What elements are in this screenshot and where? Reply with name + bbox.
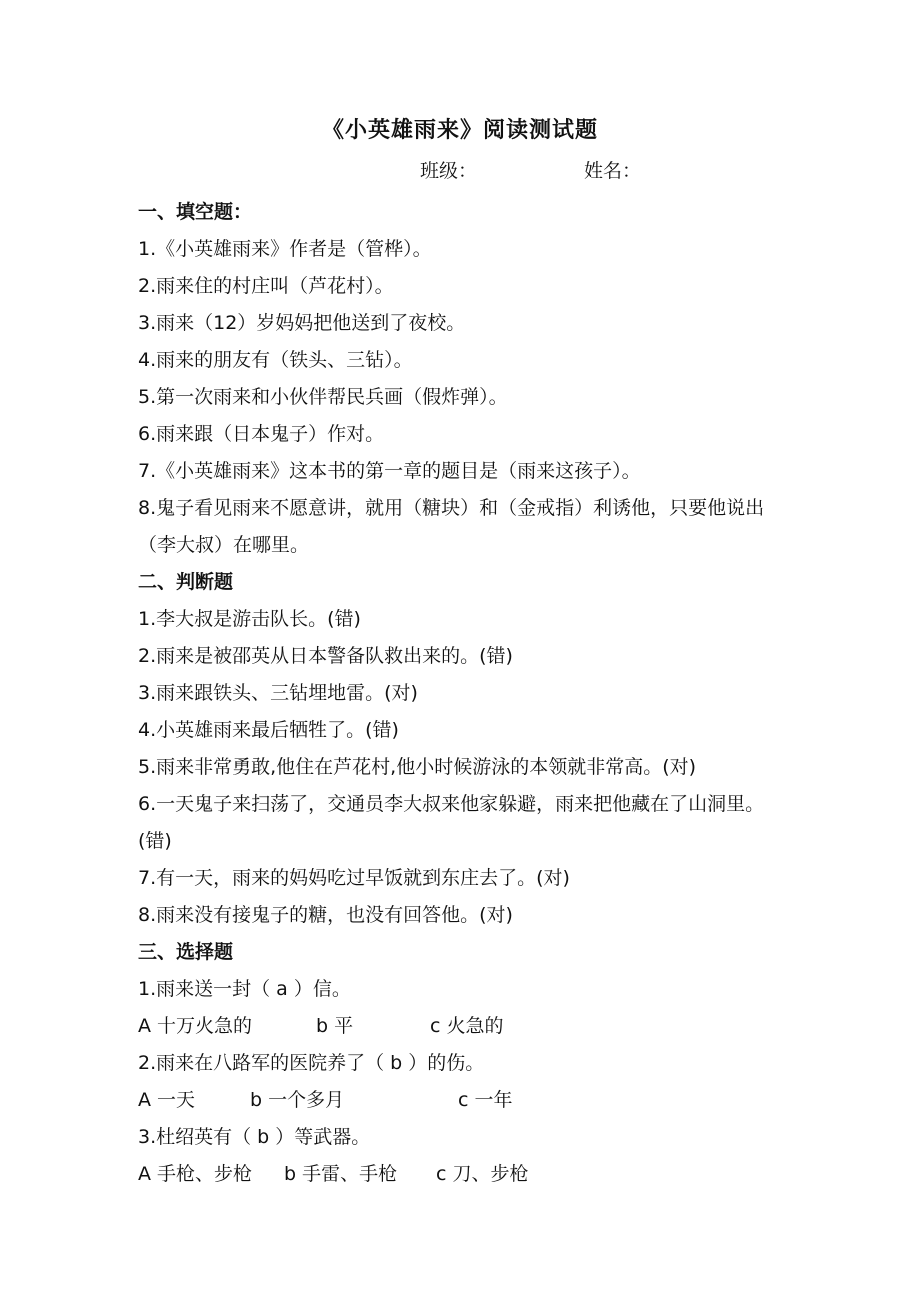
question-item: 2.雨来是被邵英从日本警备队救出来的。(错) xyxy=(138,645,513,667)
class-label: 班级： xyxy=(420,160,478,182)
choice-question: 1.雨来送一封（ a ）信。 xyxy=(138,978,351,1000)
question-item: 8.鬼子看见雨来不愿意讲，就用（糖块）和（金戒指）利诱他，只要他说出（李大叔）在哪里。 xyxy=(138,497,765,556)
choice-option: b 平 xyxy=(316,1015,354,1037)
question-item: 4.小英雄雨来最后牺牲了。(错) xyxy=(138,719,399,741)
question-item: 7.有一天，雨来的妈妈吃过早饭就到东庄去了。(对) xyxy=(138,867,570,889)
question-item: 5.雨来非常勇敢,他住在芦花村,他小时候游泳的本领就非常高。(对) xyxy=(138,756,697,778)
choice-option: A 十万火急的 xyxy=(138,1015,253,1037)
question-item: 4.雨来的朋友有（铁头、三钻）。 xyxy=(138,349,413,371)
section-heading-fill-blank: 一、填空题： xyxy=(138,201,253,223)
question-item: 7.《小英雄雨来》这本书的第一章的题目是（雨来这孩子）。 xyxy=(138,460,641,482)
question-item: 3.雨来跟铁头、三钻埋地雷。(对) xyxy=(138,682,418,704)
choice-option: b 手雷、手枪 xyxy=(284,1163,398,1185)
question-item: 2.雨来住的村庄叫（芦花村）。 xyxy=(138,275,394,297)
choice-option: c 一年 xyxy=(458,1089,513,1111)
choice-option: A 一天 xyxy=(138,1089,196,1111)
name-label: 姓名： xyxy=(584,160,642,182)
section-heading-true-false: 二、判断题 xyxy=(138,571,234,593)
choice-options xyxy=(138,1156,788,1193)
choice-option: b 一个多月 xyxy=(250,1089,345,1111)
choice-options xyxy=(138,1082,788,1119)
question-item: 5.第一次雨来和小伙伴帮民兵画（假炸弹）。 xyxy=(138,386,508,408)
question-item: 6.一天鬼子来扫荡了，交通员李大叔来他家躲避，雨来把他藏在了山洞里。(错) xyxy=(138,793,765,852)
question-item: 3.雨来（12）岁妈妈把他送到了夜校。 xyxy=(138,312,466,334)
document-body xyxy=(138,194,788,1193)
section-heading-multiple-choice: 三、选择题 xyxy=(138,941,234,963)
question-item: 1.李大叔是游击队长。(错) xyxy=(138,608,361,630)
choice-option: A 手枪、步枪 xyxy=(138,1163,253,1185)
choice-question: 3.杜绍英有（ b ）等武器。 xyxy=(138,1126,371,1148)
question-item: 8.雨来没有接鬼子的糖，也没有回答他。(对) xyxy=(138,904,513,926)
choice-options xyxy=(138,1008,788,1045)
question-item: 6.雨来跟（日本鬼子）作对。 xyxy=(138,423,385,445)
choice-option: c 刀、步枪 xyxy=(436,1163,529,1185)
choice-option: c 火急的 xyxy=(430,1015,504,1037)
choice-question: 2.雨来在八路军的医院养了（ b ）的伤。 xyxy=(138,1052,485,1074)
document-title: 《小英雄雨来》阅读测试题 xyxy=(321,118,598,143)
question-item: 1.《小英雄雨来》作者是（管桦）。 xyxy=(138,238,432,260)
